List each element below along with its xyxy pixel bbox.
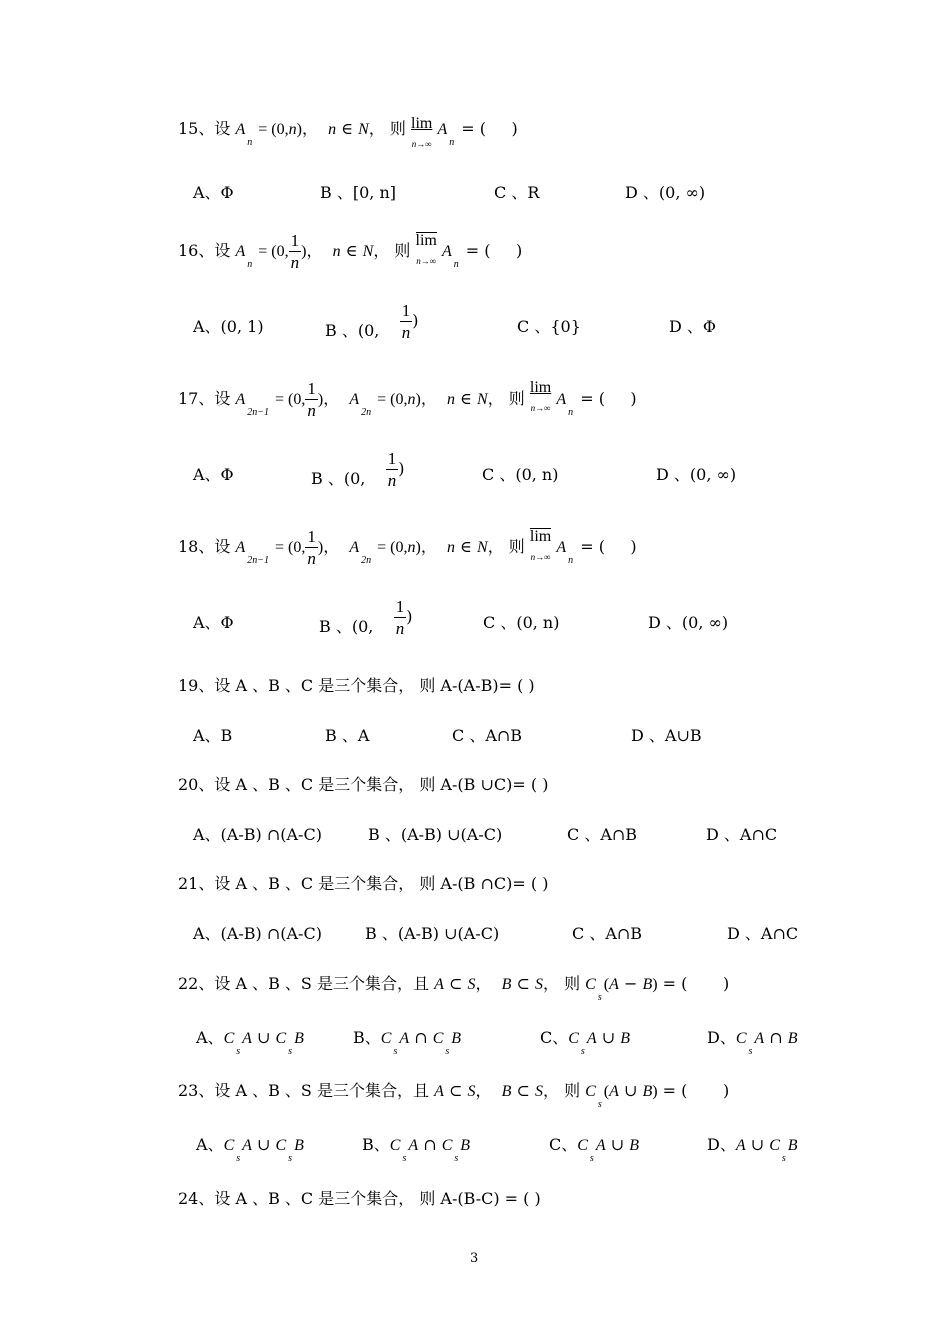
q19-option-c: C 、A∩B <box>452 726 523 745</box>
q18-option-a: A、Φ <box>193 613 234 632</box>
q23-option-c-label: C、 <box>549 1135 578 1154</box>
q21-option-d: D 、A∩C <box>727 924 799 943</box>
q17-option-b: B 、(0, $\frac{1}{n}$ ) <box>311 449 405 490</box>
q22-option-a-label: A、 <box>196 1028 224 1047</box>
question-23: 23、设 A 、B 、S 是三个集合，且 A ⊂ S， B ⊂ S， 则 $C_s(A$ ∪ B) = ( ) <box>178 1081 730 1110</box>
q21-option-b: B 、(A-B) ∪(A-C) <box>365 924 500 943</box>
question-15: 15、设 $A_n = (0,n)$， n ∈ N， 则 lim n→∞ $A_n$ = ( ) <box>178 115 518 149</box>
question-17-number: 17、设 <box>178 389 231 408</box>
q15-option-b: B 、[0, n] <box>320 183 396 202</box>
q22-option-c-label: C、 <box>540 1028 569 1047</box>
q22-option-d-label: D、 <box>707 1028 736 1047</box>
q16-option-b: B 、(0, $\frac{1}{n}$ ) <box>325 301 419 342</box>
q23-option-d: D、A ∪ $C_sB$ <box>707 1135 798 1164</box>
q19-option-d: D 、A∪B <box>631 726 702 745</box>
q15-option-d: D 、(0, ∞) <box>625 183 706 202</box>
q16-option-d: D 、Φ <box>669 317 717 336</box>
q20-option-a: A、(A-B) ∩(A-C) <box>193 825 322 844</box>
q23-option-d-label: D、 <box>707 1135 736 1154</box>
q18-option-b: B 、(0, $\frac{1}{n}$ ) <box>319 597 413 638</box>
question-21: 21、设 A 、B 、C 是三个集合， 则 A-(B ∩C)= ( ) <box>178 874 549 893</box>
q18-option-c: C 、(0, n) <box>483 613 560 632</box>
q19-option-b: B 、A <box>325 726 370 745</box>
q16-option-a: A、(0, 1) <box>193 317 264 336</box>
q22-option-c: C、$C_sA$ ∪ B <box>540 1028 630 1057</box>
q18-option-b-label: B 、(0, <box>319 617 374 636</box>
q16-option-b-label: B 、(0, <box>325 321 380 340</box>
q23-option-a-label: A、 <box>196 1135 224 1154</box>
q20-option-b: B 、(A-B) ∪(A-C) <box>368 825 503 844</box>
q17-option-a: A、Φ <box>193 465 234 484</box>
question-24: 24、设 A 、B 、C 是三个集合， 则 A-(B-C) = ( ) <box>178 1189 541 1208</box>
question-18: 18、设 $A_{2n-1} = (0$, $\frac{1}{n}$ )， $A_{2n} = (0,n)$， n ∈ N， 则 lim n→∞ $A_n$ = ( ) <box>178 527 637 568</box>
question-20: 20、设 A 、B 、C 是三个集合， 则 A-(B ∪C)= ( ) <box>178 775 549 794</box>
question-22: 22、设 A 、B 、S 是三个集合，且 A ⊂ S， B ⊂ S， 则 $C_s(A - B)$ = ( ) <box>178 974 730 1003</box>
q23-option-a: A、$C_sA$ ∪ $C_sB$ <box>196 1135 304 1164</box>
q22-option-b-label: B、 <box>353 1028 381 1047</box>
question-18-number: 18、设 <box>178 537 231 556</box>
q21-option-a: A、(A-B) ∩(A-C) <box>193 924 322 943</box>
question-23-number: 23、设 A 、B 、S 是三个集合，且 <box>178 1081 429 1100</box>
q22-option-b: B、$C_sA$ ∩ $C_sB$ <box>353 1028 462 1057</box>
q20-option-c: C 、A∩B <box>567 825 638 844</box>
q15-option-c: C 、R <box>494 183 540 202</box>
q17-option-d: D 、(0, ∞) <box>656 465 737 484</box>
q20-option-d: D 、A∩C <box>706 825 778 844</box>
question-16-number: 16、设 <box>178 241 231 260</box>
q17-option-c: C 、(0, n) <box>482 465 559 484</box>
q22-option-d: D、$C_sA$ ∩ B <box>707 1028 798 1057</box>
question-17: 17、设 $A_{2n-1} = (0$, $\frac{1}{n}$ )， $A_{2n} = (0,n)$， n ∈ N， 则 lim n→∞ $A_n$ = ( ) <box>178 379 637 420</box>
q23-option-b-label: B、 <box>362 1135 390 1154</box>
q22-option-a: A、$C_sA$ ∪ $C_sB$ <box>196 1028 304 1057</box>
q19-option-a: A、B <box>193 726 233 745</box>
q16-option-c: C 、{0} <box>517 317 581 336</box>
question-16: 16、设 $A_n = (0$, $\frac{1}{n}$ )， n ∈ N， 则 lim n→∞ $A_n$ = ( ) <box>178 231 523 272</box>
question-19: 19、设 A 、B 、C 是三个集合， 则 A-(A-B)= ( ) <box>178 676 535 695</box>
q17-option-b-label: B 、(0, <box>311 469 366 488</box>
question-22-number: 22、设 A 、B 、S 是三个集合，且 <box>178 974 429 993</box>
question-15-number: 15、设 <box>178 119 231 138</box>
q15-option-a: A、Φ <box>193 183 234 202</box>
q23-option-c: C、$C_sA$ ∪ B <box>549 1135 639 1164</box>
q18-option-d: D 、(0, ∞) <box>648 613 729 632</box>
q23-option-b: B、$C_sA$ ∩ $C_sB$ <box>362 1135 471 1164</box>
q21-option-c: C 、A∩B <box>572 924 643 943</box>
page-number: 3 <box>470 1251 479 1266</box>
